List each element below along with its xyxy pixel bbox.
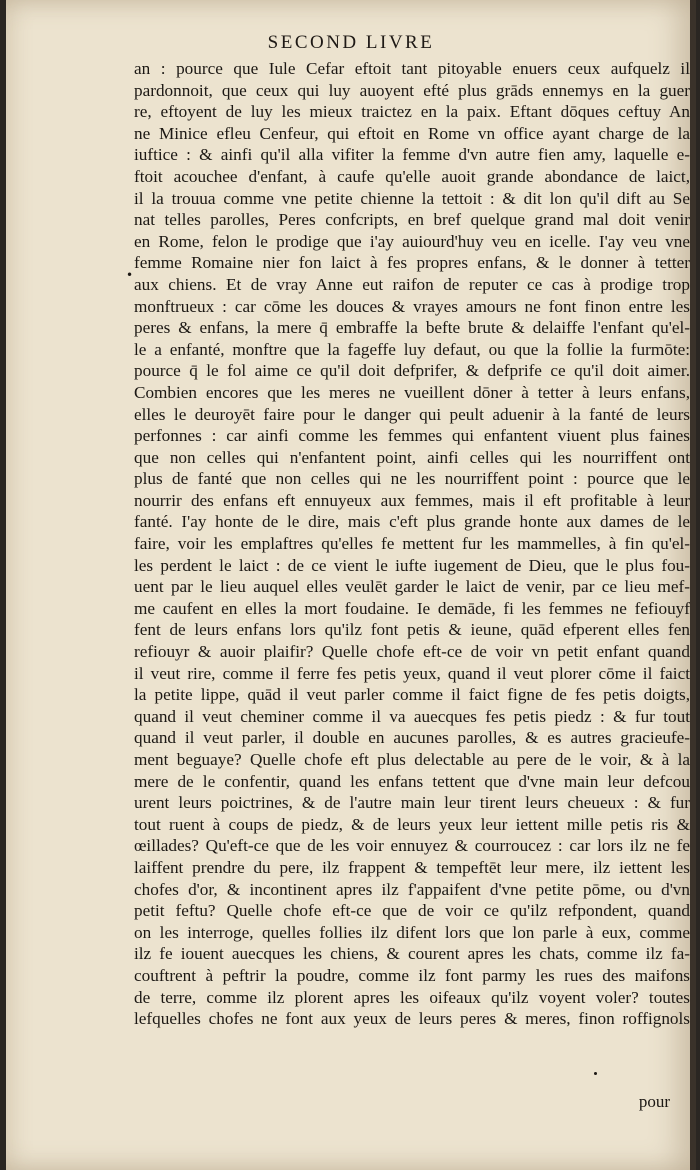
text-line: nourrir des enfans eft ennuyeux aux femmes, mais il eft profitable à leur xyxy=(134,490,690,510)
text-line: tout ruent à coups de piedz, & de leurs yeux leur iettent mille petis ris & xyxy=(134,814,690,834)
text-line: faire, voir les emplaftres qu'elles fe mettent fur les mammelles, à fin qu'el- xyxy=(134,534,690,554)
text-line: que non celles qui n'enfantent point, ainfi celles qui les nourriffent ont xyxy=(134,447,690,467)
ink-dot-icon xyxy=(594,1072,597,1075)
text-line: pardonnoit, que ceux qui luy auoyent efté plus grāds ennemys en la guer xyxy=(134,80,690,100)
running-title: SECOND LIVRE xyxy=(267,32,435,53)
text-line: pource q̄ le fol aime ce qu'il doit defprifer, & defprife ce qu'il doit aimer. xyxy=(134,361,690,381)
text-line: elles le deuroyēt faire pour le danger qui peult aduenir à la fanté de leurs xyxy=(134,404,690,424)
text-line: il la trouua comme vne petite chienne la tettoit : & dit lon qu'il dift au Se xyxy=(134,188,690,208)
text-line: la petite lippe, quād il veut parler comme il faict figne de fes petis doigts, xyxy=(134,685,690,705)
text-line: ftoit acouchee d'enfant, à caufe qu'elle auoit grande abondance de laict, xyxy=(134,166,690,186)
text-line: il veut rire, comme il ferre fes petis yeux, quand il veut plorer cōme il faict xyxy=(134,663,690,683)
text-line: en Rome, felon le prodige que i'ay auiourd'huy veu en icelle. I'ay veu vne xyxy=(134,231,690,251)
body-text xyxy=(134,58,690,1030)
text-line: on les interroge, quelles follies ilz difent lors que lon parle à eux, comme xyxy=(134,922,690,942)
text-line: re, eftoyent de luy les mieux traictez en la paix. Eftant dōques ceftuy An xyxy=(134,102,690,122)
text-line: couftrent à peftrir la poudre, comme ilz font parmy les rues des maifons xyxy=(134,965,690,985)
text-line: refiouyr & auoir plaifir? Quelle chofe eft-ce de voir vn petit enfant quand xyxy=(134,642,690,662)
text-line: lefquelles chofes ne font aux yeux de leurs peres & meres, finon roffignols xyxy=(134,1009,690,1029)
text-line: femme Romaine nier fon laict à fes propres enfans, & le donner à tetter xyxy=(134,253,690,273)
text-line: uent par le lieu auquel elles veulēt garder le laict de venir, par ce lieu mef- xyxy=(134,577,690,597)
text-line: me caufent en elles la mort foudaine. Ie demāde, fi les femmes ne fefiouyf xyxy=(134,598,690,618)
catchword: pour xyxy=(638,1092,670,1111)
text-line: chofes d'or, & incontinent apres ilz f'appaifent d'vne petite pōme, ou d'vn xyxy=(134,879,690,899)
text-line: quand il veut cheminer comme il va auecques fes petis piedz : & fur tout xyxy=(134,706,690,726)
text-line: iuftice : & ainfi qu'il alla vifiter la femme d'vn autre fien amy, laquelle e- xyxy=(134,145,690,165)
text-line: fent de leurs enfans lors qu'ilz font petis & ieune, quād efperent elles fen xyxy=(134,620,690,640)
text-line: ment beguaye? Quelle chofe eft plus delectable au pere de le voir, & à la xyxy=(134,750,690,769)
text-line: peres & enfans, la mere q̄ embraffe la befte brute & delaiffe l'enfant qu'el- xyxy=(134,318,690,338)
text-line: quand il veut parler, il double en aucunes parolles, & es autres gracieufe- xyxy=(134,728,690,748)
text-line: ne Minice efleu Cenfeur, qui eftoit en Rome vn office ayant charge de la xyxy=(134,123,690,143)
text-line: an : pource que Iule Cefar eftoit tant pitoyable enuers ceux aufquelz il xyxy=(134,59,690,78)
book-page xyxy=(6,0,696,1170)
text-line: les perdent le laict : de ce vient le iufte iugement de Dieu, que le plus fou- xyxy=(134,555,690,575)
text-line: ilz fe iouent auecques les chiens, & courent apres les chats, comme ilz fa- xyxy=(134,944,690,964)
text-line: nat telles parolles, Peres confcripts, en bref quelque grand mal doit venir xyxy=(134,210,690,230)
text-line: de terre, comme ilz plorent apres les oifeaux qu'ilz voyent voler? toutes xyxy=(134,987,690,1007)
text-line: œillades? Qu'eft-ce que de les voir ennuyez & courroucez : car lors ilz ne fe xyxy=(134,836,690,856)
text-line: petit feftu? Quelle chofe eft-ce que de voir ce qu'ilz refpondent, quand xyxy=(134,901,690,921)
text-line: urent leurs poictrines, & de l'autre main leur tirent leurs cheueux : & fur xyxy=(134,793,690,813)
text-line: perfonnes : car ainfi comme les femmes qui enfantent viuent plus faines xyxy=(134,426,690,446)
text-line: plus de fanté que non celles qui ne les nourriffent point : pource que le xyxy=(134,469,690,489)
text-line: laiffent prendre du pere, ilz frappent & tempeftēt leur mere, ilz iettent les xyxy=(134,857,690,877)
text-line: le a enfanté, monftre que la fageffe luy defaut, ou que la follie la furmōte: xyxy=(134,339,690,359)
text-line: fanté. I'ay honte de le dire, mais c'eft plus grande honte aux dames de le xyxy=(134,512,690,532)
text-line: mere de le confentir, quand les enfans tettent que d'vne main leur defcou xyxy=(134,771,690,791)
text-line: aux chiens. Et de vray Anne eut raifon de reputer ce cas à prodige trop xyxy=(134,274,690,294)
text-line: Combien encores que les meres ne vueillent dōner à tetter à leurs enfans, xyxy=(134,382,690,402)
marginal-mark-icon: • xyxy=(126,268,134,282)
text-line: monftrueux : car cōme les douces & vrayes amours ne font finon entre les xyxy=(134,296,690,316)
